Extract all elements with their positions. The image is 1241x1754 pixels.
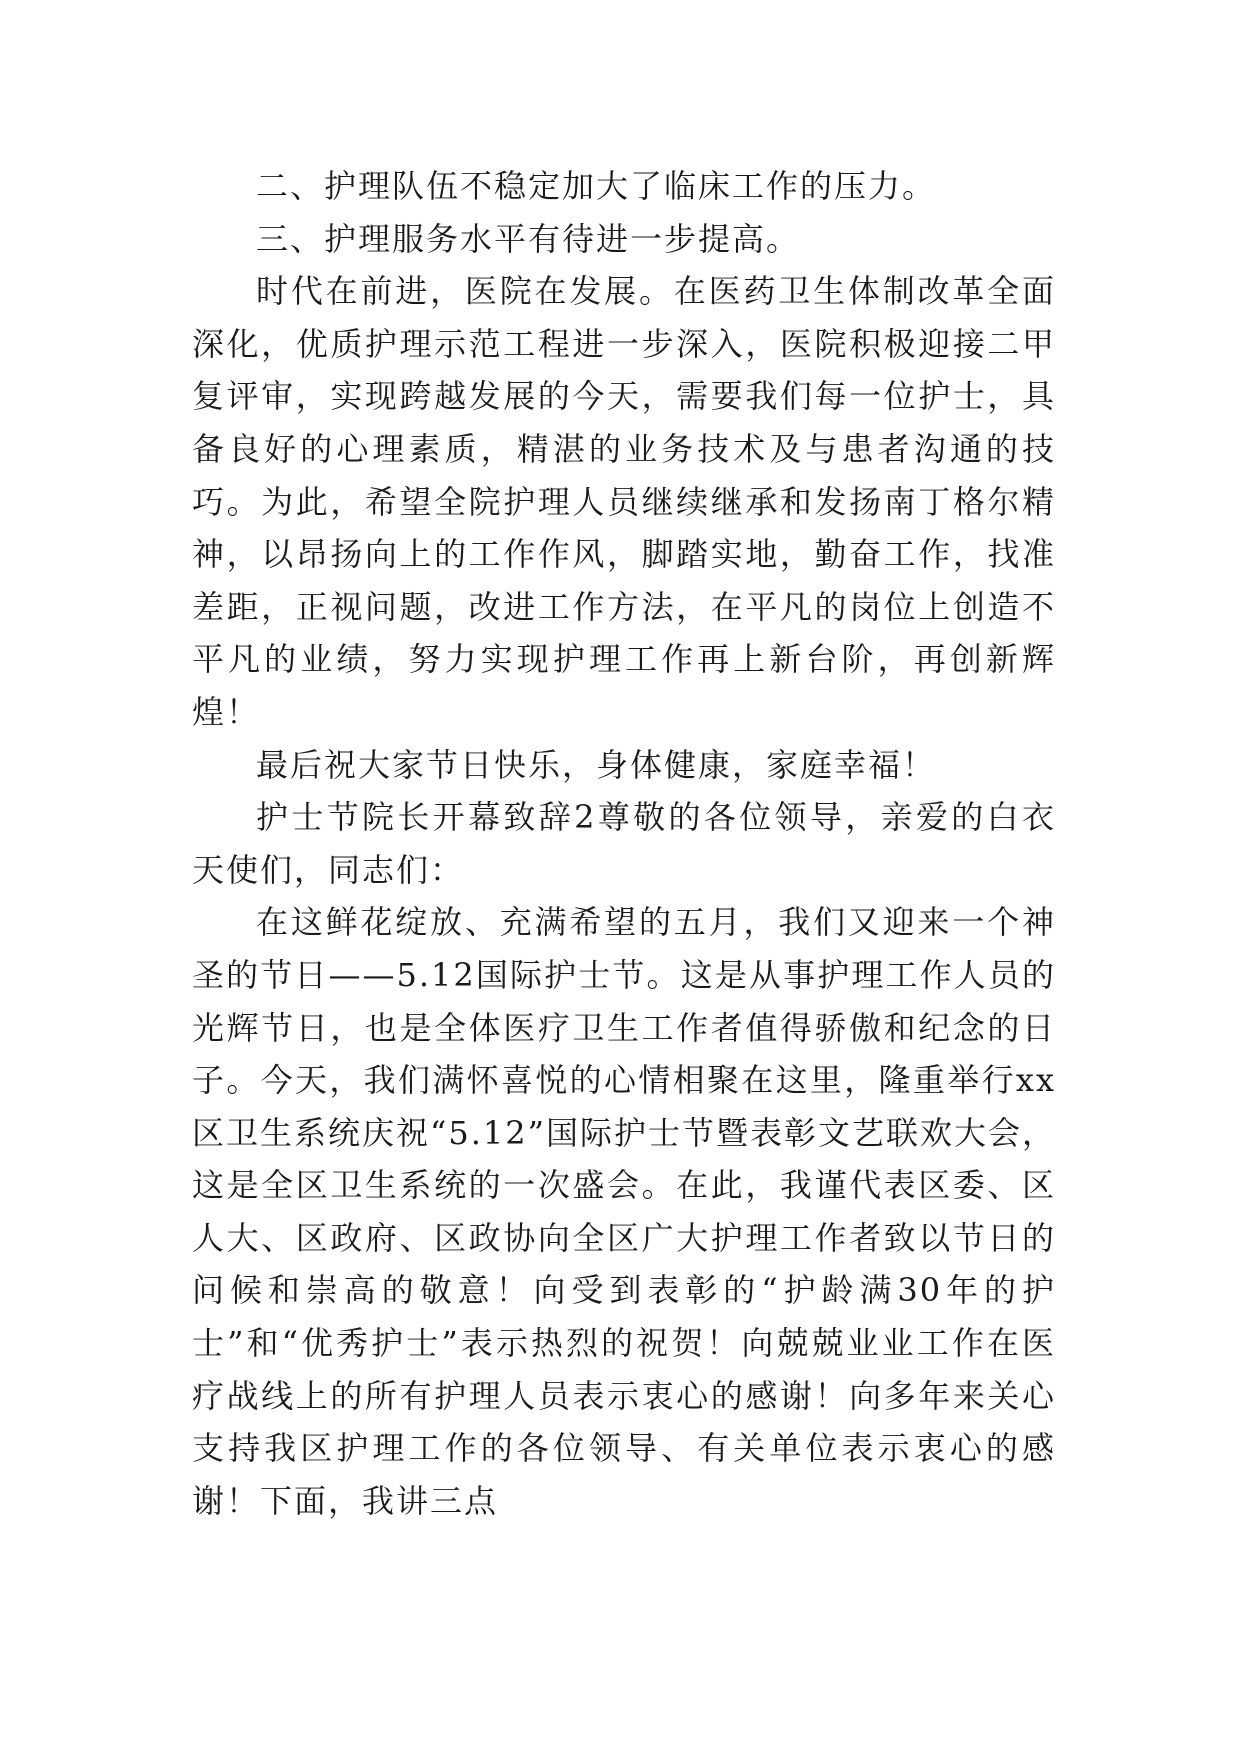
paragraph-5: 护士节院长开幕致辞2尊敬的各位领导，亲爱的白衣天使们，同志们：	[192, 798, 1056, 889]
paragraph-6: 在这鲜花绽放、充满希望的五月，我们又迎来一个神圣的节日——5.12国际护士节。这是从事护理工作人员的光辉节日，也是全体医疗卫生工作者值得骄傲和纪念的日子。今天，我们满怀喜悦的心情相聚在这里，隆重举行xx区卫生系统庆祝“5.12”国际护士节暨表彰文艺联欢大会，这是全区卫生系统的一次盛会。在此，我谨代表区委、区人大、区政府、区政协向全区广大护理工作者致以节日的问候和崇高的敬意！向受到表彰的“护龄满30年的护士”和“优秀护士”表示热烈的祝贺！向兢兢业业工作在医疗战线上的所有护理人员表示衷心的感谢！向多年来关心支持我区护理工作的各位领导、有关单位表示衷心的感谢！下面，我讲三点	[192, 903, 1056, 1520]
paragraph-3: 时代在前进，医院在发展。在医药卫生体制改革全面深化，优质护理示范工程进一步深入，医院积极迎接二甲复评审，实现跨越发展的今天，需要我们每一位护士，具备良好的心理素质，精湛的业务技术及与患者沟通的技巧。为此，希望全院护理人员继续继承和发扬南丁格尔精神，以昂扬向上的工作作风，脚踏实地，勤奋工作，找准差距，正视问题，改进工作方法，在平凡的岗位上创造不平凡的业绩，努力实现护理工作再上新台阶，再创新辉煌！	[192, 272, 1056, 731]
paragraph-2: 三、护理服务水平有待进一步提高。	[256, 219, 801, 258]
document-body	[192, 160, 1056, 1527]
paragraph-4: 最后祝大家节日快乐，身体健康，家庭幸福！	[256, 745, 937, 784]
paragraph-1: 二、护理队伍不稳定加大了临床工作的压力。	[256, 167, 937, 205]
